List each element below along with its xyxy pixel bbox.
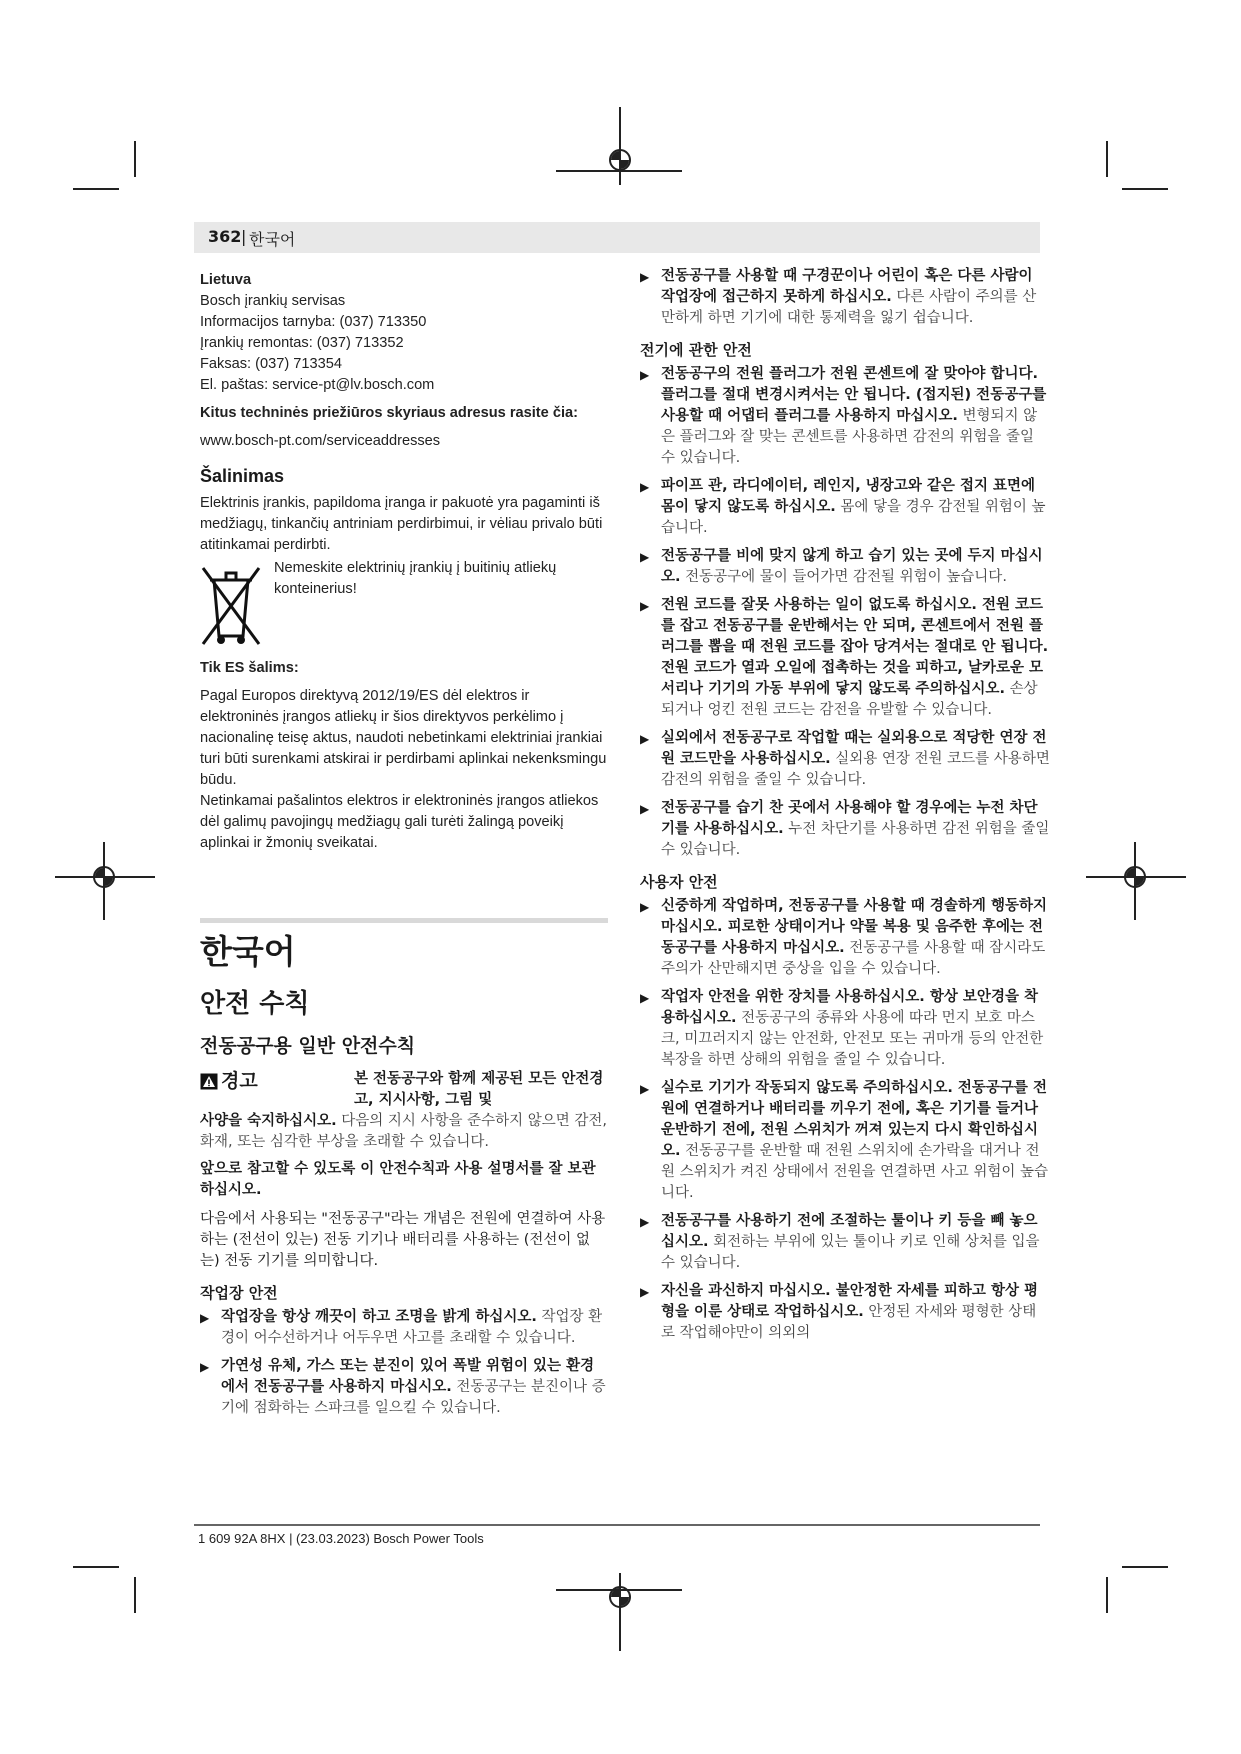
safety-title: 안전 수칙	[200, 989, 310, 1019]
item-text: 실외용 연장 전원 코드를 사용하면 감전의 위험을 줄일 수 있습니다.	[661, 751, 1050, 788]
crop-mark	[1122, 1566, 1168, 1568]
personal-heading: 사용자 안전	[640, 873, 718, 891]
item-bold: 전동공구를 습기 찬 곳에서 사용해야 할 경우에는 누전 차단기를 사용하십시오.	[661, 800, 1038, 837]
weee-notice	[200, 558, 608, 648]
left-column	[200, 270, 608, 1426]
personal-list	[640, 896, 1050, 1344]
registration-mark	[1124, 866, 1146, 888]
item-bold: 전동공구를 사용하기 전에 조절하는 툴이나 키 등을 빼 놓으십시오.	[661, 1213, 1038, 1250]
warning-label	[200, 1069, 354, 1093]
registration-line	[619, 107, 621, 185]
item-text: 작업장 환경이 어수선하거나 어두우면 사고를 초래할 수 있습니다.	[221, 1309, 603, 1346]
list-item	[640, 364, 1050, 469]
footer-rule	[194, 1524, 1040, 1526]
eu-text: Netinkamai pašalintos elektros ir elektroninės įrangos atliekos dėl galimų pavojingų medžiagų gali turėti žalingą poveikį aplinkai ir žmonių sveikatai.	[200, 793, 599, 851]
list-item	[200, 1307, 608, 1349]
list-item	[640, 1281, 1050, 1344]
item-bold: 자신을 과신하지 마십시오. 불안정한 자세를 피하고 항상 평형을 이룬 상태로 작업하십시오.	[661, 1283, 1039, 1320]
registration-mark	[609, 149, 631, 171]
item-bold: 작업자 안전을 위한 장치를 사용하십시오. 항상 보안경을 착용하십시오.	[661, 989, 1039, 1026]
country-heading: Lietuva	[200, 272, 252, 288]
contact-line: Bosch įrankių servisas	[200, 293, 346, 309]
item-bold: 전원 코드를 잘못 사용하는 일이 없도록 하십시오. 전원 코드를 잡고 전동공구를 운반해서는 안 되며, 콘센트에서 전원 플러그를 뽑을 때 전원 코드를 잡아 당겨서는 절대로 안 됩니다. 전원 코드가 열과 오일에 접촉하는 것을 피하고, 날카로운 모서리나 기기의 가동 부위에 닿지 않도록 주의하십시오.	[661, 597, 1049, 697]
header-separator: |	[241, 227, 247, 246]
crop-mark	[134, 1577, 136, 1613]
item-bold: 전동공구의 전원 플러그가 전원 콘센트에 잘 맞아야 합니다. 플러그를 절대 변경시켜서는 안 됩니다. (접지된) 전동공구를 사용할 때 어댑터 플러그를 사용하지 마십시오.	[661, 366, 1047, 424]
item-bold: 파이프 관, 라디에이터, 레인지, 냉장고와 같은 접지 표면에 몸이 닿지 않도록 하십시오.	[661, 478, 1036, 515]
warning-label-text: 경고	[221, 1070, 258, 1092]
list-item	[640, 896, 1050, 980]
crop-mark	[73, 1566, 119, 1568]
item-bold: 신중하게 작업하며, 전동공구를 사용할 때 경솔하게 행동하지 마십시오. 피로한 상태이거나 약물 복용 및 음주한 후에는 전동공구를 사용하지 마십시오.	[661, 898, 1047, 956]
service-url: www.bosch-pt.com/serviceaddresses	[200, 433, 441, 449]
list-item	[640, 1078, 1050, 1204]
item-text: 누전 차단기를 사용하면 감전 위험을 줄일 수 있습니다.	[661, 821, 1050, 858]
contact-line: Įrankių remontas: (037) 713352	[200, 335, 404, 351]
item-text: 전동공구의 종류와 사용에 따라 먼지 보호 마스크, 미끄러지지 않는 안전화, 안전모 또는 귀마개 등의 안전한 복장을 하면 상해의 위험을 줄일 수 있습니다.	[661, 1010, 1044, 1068]
list-item	[640, 476, 1050, 539]
list-item	[640, 546, 1050, 588]
list-item	[200, 1356, 608, 1419]
item-text: 안정된 자세와 평형한 상태로 작업해야만이 의외의	[661, 1304, 1037, 1341]
list-item	[640, 1211, 1050, 1274]
section-divider	[200, 918, 608, 923]
eu-heading: Tik ES šalims:	[200, 660, 299, 676]
work-area-list-continued	[640, 266, 1050, 329]
electrical-list	[640, 364, 1050, 861]
crop-mark	[134, 141, 136, 177]
page-header-bar	[194, 222, 1040, 253]
warning-continued	[200, 1111, 608, 1153]
warning-text: 본 전동공구와 함께 제공된 모든 안전경고, 지시사항, 그림 및	[354, 1071, 604, 1108]
item-bold: 작업장을 항상 깨끗이 하고 조명을 밝게 하십시오.	[221, 1309, 537, 1325]
eu-text: Pagal Europos direktyvą 2012/19/ES dėl elektros ir elektroninės įrangos atliekų ir šios direktyvos perkėlimo į nacionalinę teisę aktus, naudoti nebetinkami elektriniai įrankiai turi būti surenkami atskirai ir perdirbami aplinkai nekenksmingu būdu.	[200, 688, 607, 788]
work-area-heading: 작업장 안전	[200, 1284, 278, 1302]
crop-mark	[1106, 141, 1108, 177]
item-bold: 가연성 유체, 가스 또는 분진이 있어 폭발 위험이 있는 환경에서 전동공구를 사용하지 마십시오.	[221, 1358, 595, 1395]
work-area-list	[200, 1307, 608, 1419]
crossed-bin-icon	[200, 560, 262, 648]
registration-mark	[93, 866, 115, 888]
list-item	[640, 595, 1050, 721]
disposal-heading: Šalinimas	[200, 466, 285, 486]
crop-mark	[1106, 1577, 1108, 1613]
item-text: 다른 사람이 주의를 산만하게 하면 기기에 대한 통제력을 잃기 쉽습니다.	[661, 289, 1037, 326]
item-text: 전동공구는 분진이나 증기에 점화하는 스파크를 일으킬 수 있습니다.	[221, 1379, 606, 1416]
list-item	[640, 728, 1050, 791]
contact-line: El. paštas: service-pt@lv.bosch.com	[200, 377, 435, 393]
warning-normal: 다음의 지시 사항을 준수하지 않으면 감전, 화재, 또는 심각한 부상을 초래할 수 있습니다.	[200, 1113, 608, 1150]
item-text: 손상되거나 엉킨 전원 코드는 감전을 유발할 수 있습니다.	[661, 681, 1038, 718]
contact-line: Faksas: (037) 713354	[200, 356, 342, 372]
list-item	[640, 798, 1050, 861]
item-bold: 전동공구를 비에 맞지 않게 하고 습기 있는 곳에 두지 마십시오.	[661, 548, 1043, 585]
page-number: 362	[208, 227, 242, 246]
item-bold: 실수로 기기가 작동되지 않도록 주의하십시오. 전동공구를 전원에 연결하거나 배터리를 끼우기 전에, 혹은 기기를 들거나 운반하기 전에, 전원 스위치가 꺼져 있는지 다시 확인하십시오.	[661, 1080, 1047, 1159]
crop-mark	[73, 188, 119, 190]
general-safety-title: 전동공구용 일반 안전수칙	[200, 1035, 416, 1057]
item-text: 전동공구를 운반할 때 전원 스위치에 손가락을 대거나 전원 스위치가 켜진 상태에서 전원을 연결하면 사고 위험이 높습니다.	[661, 1143, 1049, 1201]
footer-text: 1 609 92A 8HX | (23.03.2023) Bosch Power Tools	[198, 1531, 484, 1546]
item-bold: 전동공구를 사용할 때 구경꾼이나 어린이 혹은 다른 사람이 작업장에 접근하지 못하게 하십시오.	[661, 268, 1033, 305]
registration-mark	[609, 1586, 631, 1608]
warning-bold: 사양을 숙지하십시오.	[200, 1113, 337, 1129]
service-heading: Kitus techninės priežiūros skyriaus adresus rasite čia:	[200, 405, 578, 421]
header-language: 한국어	[249, 230, 296, 249]
definition-text: 다음에서 사용되는 "전동공구"라는 개념은 전원에 연결하여 사용하는 (전선이 있는) 전동 기기나 배터리를 사용하는 (전선이 없는) 전동 기기를 의미합니다.	[200, 1211, 606, 1269]
electrical-heading: 전기에 관한 안전	[640, 341, 752, 359]
item-text: 전동공구를 사용할 때 잠시라도 주의가 산만해지면 중상을 입을 수 있습니다.	[661, 940, 1046, 977]
list-item	[640, 987, 1050, 1071]
weee-text: Nemeskite elektrinių įrankių į buitinių atliekų konteinerius!	[274, 560, 557, 597]
crop-mark	[1122, 188, 1168, 190]
list-item	[640, 266, 1050, 329]
item-text: 변형되지 않은 플러그와 잘 맞는 콘센트를 사용하면 감전의 위험을 줄일 수 있습니다.	[661, 408, 1038, 466]
warning-icon	[200, 1073, 218, 1090]
disposal-text: Elektrinis įrankis, papildoma įranga ir pakuotė yra pagaminti iš medžiagų, tinkančių antriniam perdirbimui, ir vėliau privalo būti atitinkamai perdirbti.	[200, 495, 603, 553]
warning-block	[200, 1069, 608, 1111]
contact-line: Informacijos tarnyba: (037) 713350	[200, 314, 427, 330]
language-title: 한국어	[200, 932, 296, 971]
item-bold: 실외에서 전동공구로 작업할 때는 실외용으로 적당한 연장 전원 코드만을 사용하십시오.	[661, 730, 1047, 767]
keep-instructions: 앞으로 참고할 수 있도록 이 안전수칙과 사용 설명서를 잘 보관하십시오.	[200, 1161, 596, 1198]
item-text: 회전하는 부위에 있는 툴이나 키로 인해 상처를 입을 수 있습니다.	[661, 1234, 1040, 1271]
right-column	[640, 266, 1050, 1351]
item-text: 몸에 닿을 경우 감전될 위험이 높습니다.	[661, 499, 1046, 536]
registration-line	[619, 1573, 621, 1651]
item-text: 전동공구에 물이 들어가면 감전될 위험이 높습니다.	[685, 569, 1007, 585]
